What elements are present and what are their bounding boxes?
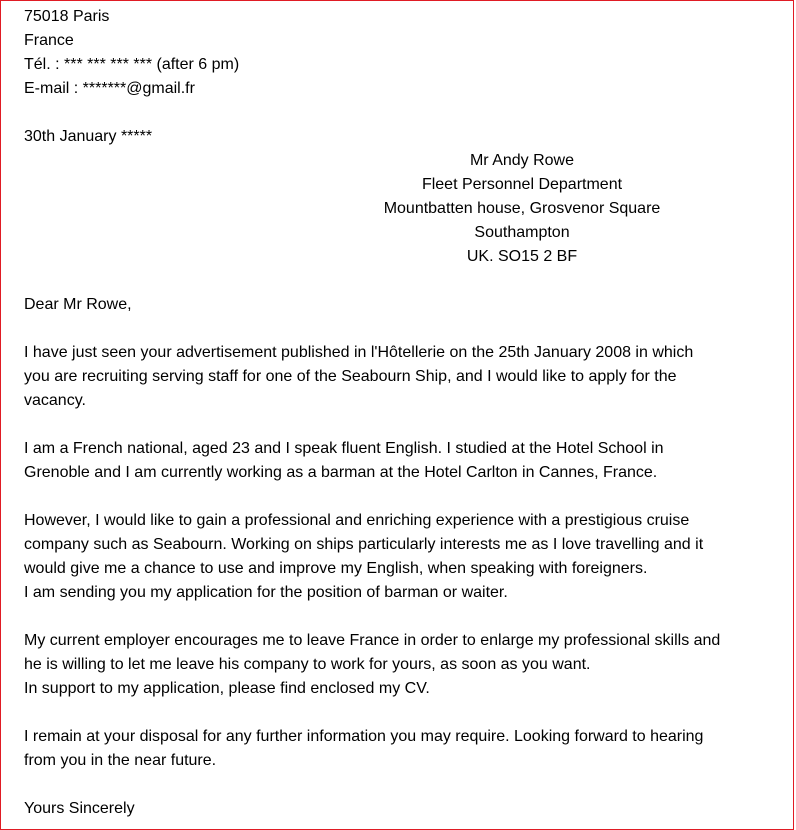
paragraph-2-line-2: Grenoble and I am currently working as a barman at the Hotel Carlton in Cannes, France. — [24, 464, 658, 481]
recipient-street: Mountbatten house, Grosvenor Square — [383, 200, 661, 217]
recipient-name: Mr Andy Rowe — [469, 152, 575, 169]
paragraph-4-line-1: My current employer encourages me to leave France in order to enlarge my professional skills and — [24, 632, 721, 649]
paragraph-3-line-4: I am sending you my application for the position of barman or waiter. — [24, 584, 508, 601]
paragraph-3-line-1: However, I would like to gain a professional and enriching experience with a prestigious cruise — [24, 512, 690, 529]
sender-email: E-mail : *******@gmail.fr — [24, 80, 195, 97]
paragraph-1-line-1: I have just seen your advertisement published in l'Hôtellerie on the 25th January 2008 in which — [24, 344, 694, 361]
letter-date: 30th January ***** — [24, 128, 153, 145]
letter-body — [24, 5, 784, 149]
salutation: Dear Mr Rowe, — [24, 296, 132, 313]
paragraph-3-line-2: company such as Seabourn. Working on ships particularly interests me as I love travelling and it — [24, 536, 704, 553]
paragraph-4-line-3: In support to my application, please find enclosed my CV. — [24, 680, 430, 697]
sender-city: 75018 Paris — [24, 8, 110, 25]
sender-country: France — [24, 32, 74, 49]
recipient-department: Fleet Personnel Department — [421, 176, 623, 193]
recipient-postcode: UK. SO15 2 BF — [466, 248, 578, 265]
paragraph-1-line-2: you are recruiting serving staff for one of the Seabourn Ship, and I would like to apply for the — [24, 368, 677, 385]
sender-phone: Tél. : *** *** *** *** (after 6 pm) — [24, 56, 240, 73]
paragraph-2-line-1: I am a French national, aged 23 and I speak fluent English. I studied at the Hotel School in — [24, 440, 664, 457]
letter-main-text — [24, 293, 784, 821]
paragraph-5-line-2: from you in the near future. — [24, 752, 217, 769]
paragraph-1-line-3: vacancy. — [24, 392, 86, 409]
paragraph-3-line-3: would give me a chance to use and improve my English, when speaking with foreigners. — [24, 560, 648, 577]
paragraph-5-line-1: I remain at your disposal for any further information you may require. Looking forward to hearing — [24, 728, 704, 745]
paragraph-4-line-2: he is willing to let me leave his company to work for yours, as soon as you want. — [24, 656, 591, 673]
closing: Yours Sincerely — [24, 800, 135, 817]
recipient-city: Southampton — [474, 224, 570, 241]
